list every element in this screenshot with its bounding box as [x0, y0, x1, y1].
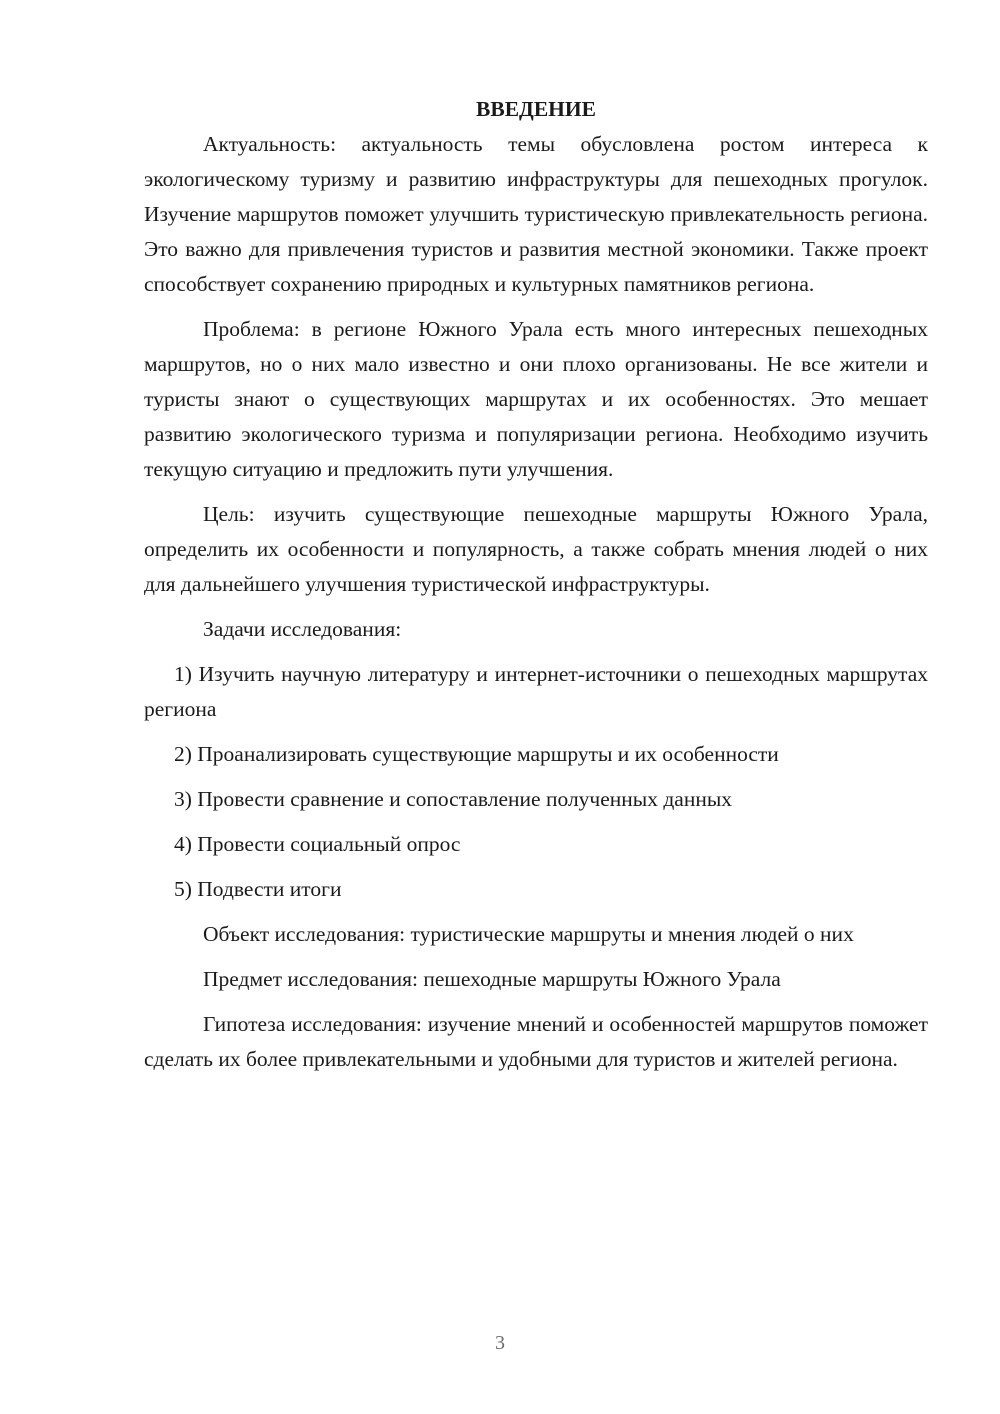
task-item-1: 1) Изучить научную литературу и интернет-источники о пешеходных маршрутах региона: [144, 662, 928, 721]
paragraph-tasks-intro: Задачи исследования:: [203, 617, 402, 641]
paragraph-object: Объект исследования: туристические маршруты и мнения людей о них: [203, 922, 854, 946]
paragraph-subject: Предмет исследования: пешеходные маршруты Южного Урала: [203, 967, 781, 991]
section-heading: ВВЕДЕНИЕ: [476, 97, 596, 121]
paragraph-problem: Проблема: в регионе Южного Урала есть много интересных пешеходных маршрутов, но о них мало известно и они плохо организованы. Не все жители и туристы знают о существующих маршрутах и их особенностях. Это мешает развитию экологического туризма и популяризации региона. Необходимо изучить текущую ситуацию и предложить пути улучшения.: [144, 317, 928, 481]
paragraph-hypothesis: Гипотеза исследования: изучение мнений и особенностей маршрутов поможет сделать их более привлекательными и удобными для туристов и жителей региона.: [144, 1012, 928, 1071]
paragraph-goal: Цель: изучить существующие пешеходные маршруты Южного Урала, определить их особенности и популярность, а также собрать мнения людей о них для дальнейшего улучшения туристической инфраструктуры.: [144, 502, 928, 596]
task-item-2: 2) Проанализировать существующие маршруты и их особенности: [174, 742, 779, 766]
task-item-4: 4) Провести социальный опрос: [174, 832, 461, 856]
document-page: [144, 92, 928, 1087]
task-item-3: 3) Провести сравнение и сопоставление полученных данных: [174, 787, 733, 811]
paragraph-relevance: Актуальность: актуальность темы обусловлена ростом интереса к экологическому туризму и развитию инфраструктуры для пешеходных прогулок. Изучение маршрутов поможет улучшить туристическую привлекательность региона. Это важно для привлечения туристов и развития местной экономики. Также проект способствует сохранению природных и культурных памятников региона.: [144, 132, 928, 296]
page-number: 3: [495, 1332, 505, 1354]
task-item-5: 5) Подвести итоги: [174, 877, 342, 901]
